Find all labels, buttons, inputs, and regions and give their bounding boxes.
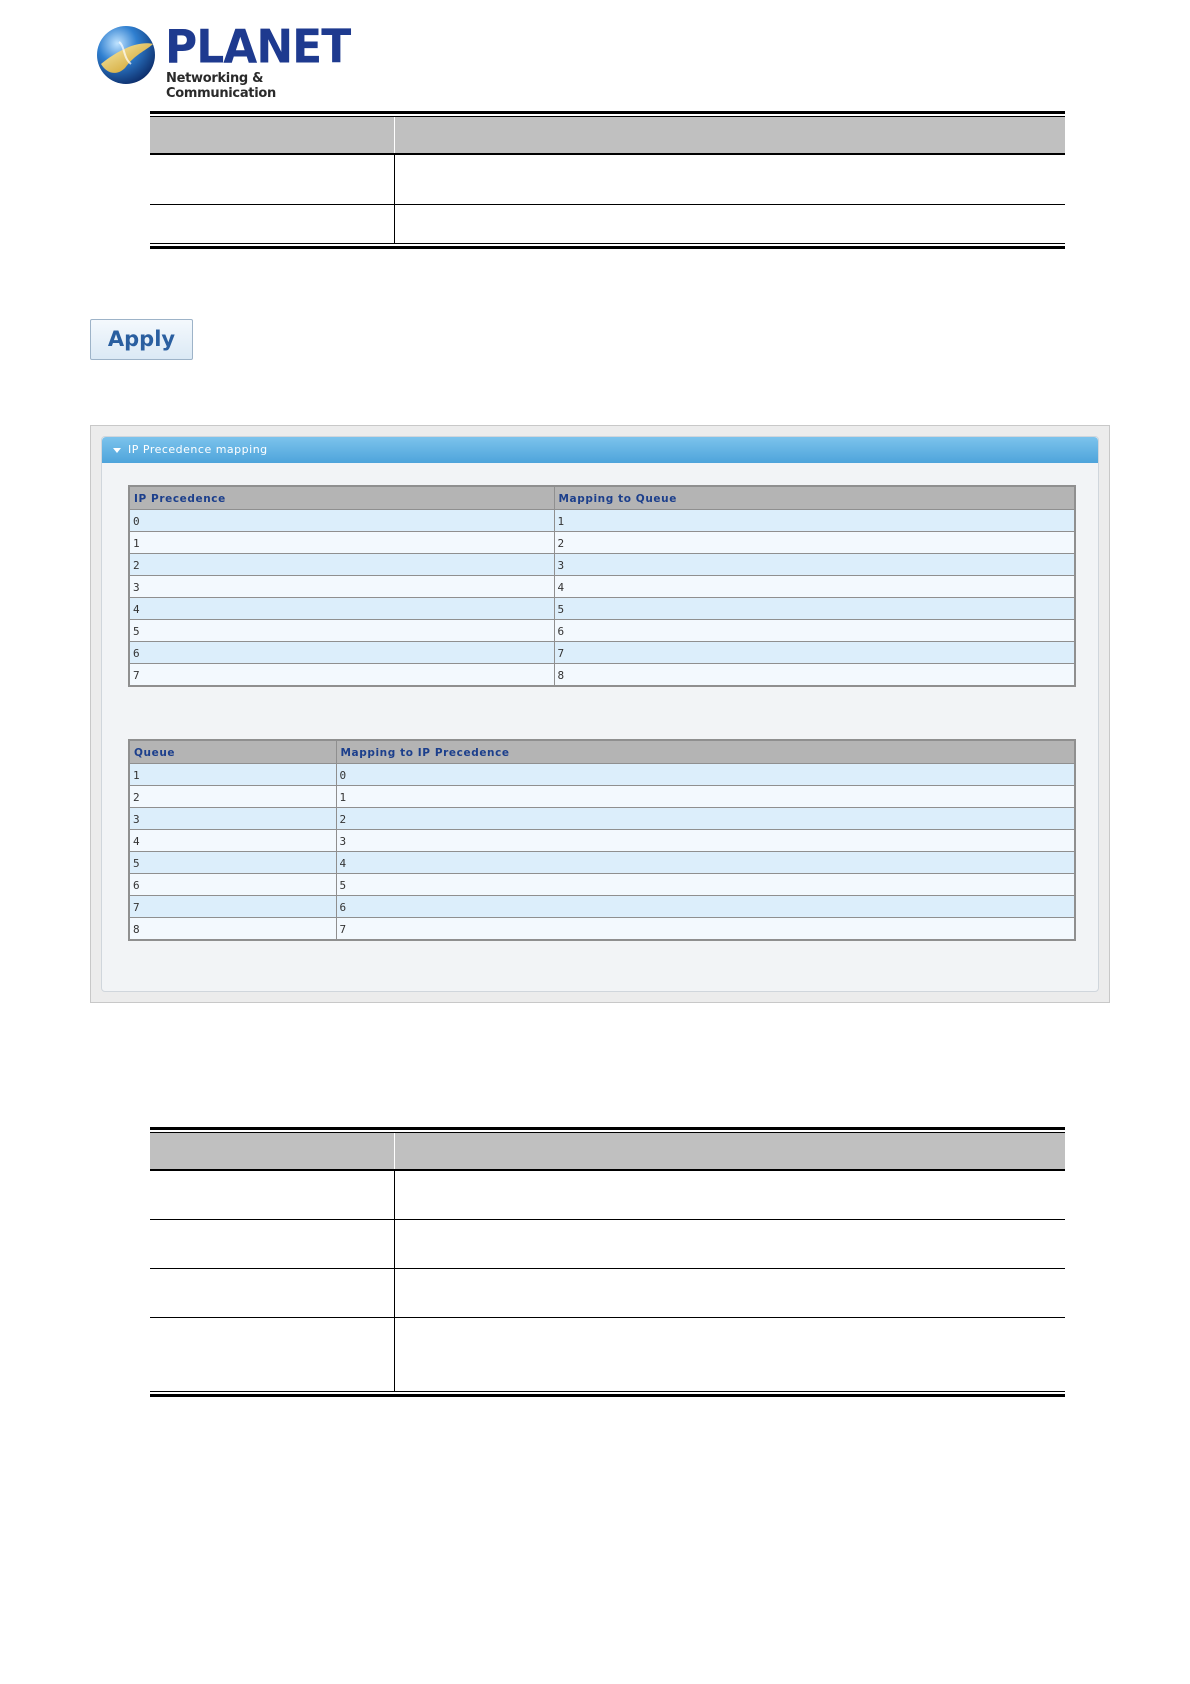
- ip-precedence-cell: 5: [129, 620, 554, 642]
- column-header-queue: Queue: [129, 740, 336, 764]
- precedence-to-queue-table: [128, 485, 1076, 687]
- table-header-row: [129, 486, 1075, 510]
- queue-cell: 1: [129, 764, 336, 786]
- table-row: [129, 918, 1075, 941]
- ip-precedence-panel: [101, 436, 1099, 992]
- table-row: [129, 764, 1075, 786]
- ip-precedence-cell: 6: [336, 896, 1075, 918]
- queue-cell: 2: [554, 532, 1075, 554]
- ip-precedence-cell: 7: [129, 664, 554, 687]
- description-table-header: [150, 117, 1065, 155]
- queue-cell: 8: [129, 918, 336, 941]
- ip-precedence-cell: 1: [129, 532, 554, 554]
- ip-precedence-cell: 4: [129, 598, 554, 620]
- table-row: [150, 1269, 1065, 1318]
- table-row: [129, 852, 1075, 874]
- queue-cell: 2: [129, 786, 336, 808]
- panel-title: IP Precedence mapping: [128, 443, 268, 456]
- apply-button[interactable]: Apply: [90, 319, 193, 360]
- ip-precedence-cell: 2: [129, 554, 554, 576]
- table-header-row: [129, 740, 1075, 764]
- queue-cell: 5: [554, 598, 1075, 620]
- collapse-arrow-icon[interactable]: [113, 448, 121, 453]
- ip-precedence-cell: 3: [129, 576, 554, 598]
- queue-cell: 7: [129, 896, 336, 918]
- ip-precedence-panel-frame: [90, 425, 1110, 1003]
- queue-cell: 3: [129, 808, 336, 830]
- table-row: [129, 664, 1075, 687]
- ip-precedence-cell: 0: [129, 510, 554, 532]
- panel-header[interactable]: [102, 437, 1098, 463]
- queue-cell: 5: [129, 852, 336, 874]
- queue-cell: 8: [554, 664, 1075, 687]
- table-row: [150, 205, 1065, 243]
- queue-cell: 6: [554, 620, 1075, 642]
- table-row: [150, 1220, 1065, 1269]
- table-row: [129, 620, 1075, 642]
- table-row: [129, 532, 1075, 554]
- queue-cell: 1: [554, 510, 1075, 532]
- planet-logo: [95, 20, 355, 101]
- ip-precedence-cell: 6: [129, 642, 554, 664]
- table-row: [129, 554, 1075, 576]
- brand-tagline: Networking & Communication: [166, 71, 276, 101]
- description-table-top: [150, 111, 1065, 249]
- table-row: [129, 576, 1075, 598]
- queue-cell: 6: [129, 874, 336, 896]
- ip-precedence-cell: 1: [336, 786, 1075, 808]
- queue-cell: 4: [554, 576, 1075, 598]
- queue-cell: 3: [554, 554, 1075, 576]
- description-table-bottom: [150, 1127, 1065, 1397]
- column-header-mapping-to-queue: Mapping to Queue: [554, 486, 1075, 510]
- ip-precedence-cell: 3: [336, 830, 1075, 852]
- table-row: [129, 598, 1075, 620]
- description-table-header: [150, 1133, 1065, 1171]
- table-row: [129, 830, 1075, 852]
- table-row: [129, 510, 1075, 532]
- table-row: [150, 155, 1065, 205]
- table-row: [129, 874, 1075, 896]
- ip-precedence-cell: 0: [336, 764, 1075, 786]
- column-header-mapping-to-ip-precedence: Mapping to IP Precedence: [336, 740, 1075, 764]
- table-row: [129, 642, 1075, 664]
- ip-precedence-cell: 2: [336, 808, 1075, 830]
- ip-precedence-cell: 7: [336, 918, 1075, 941]
- table-row: [129, 896, 1075, 918]
- queue-cell: 4: [129, 830, 336, 852]
- table-row: [150, 1318, 1065, 1391]
- brand-name: PLANET: [165, 20, 351, 75]
- globe-logo-icon: [95, 24, 157, 86]
- table-row: [129, 786, 1075, 808]
- ip-precedence-cell: 5: [336, 874, 1075, 896]
- column-header-ip-precedence: IP Precedence: [129, 486, 554, 510]
- ip-precedence-cell: 4: [336, 852, 1075, 874]
- queue-to-precedence-table: [128, 739, 1076, 941]
- table-row: [129, 808, 1075, 830]
- table-row: [150, 1171, 1065, 1220]
- queue-cell: 7: [554, 642, 1075, 664]
